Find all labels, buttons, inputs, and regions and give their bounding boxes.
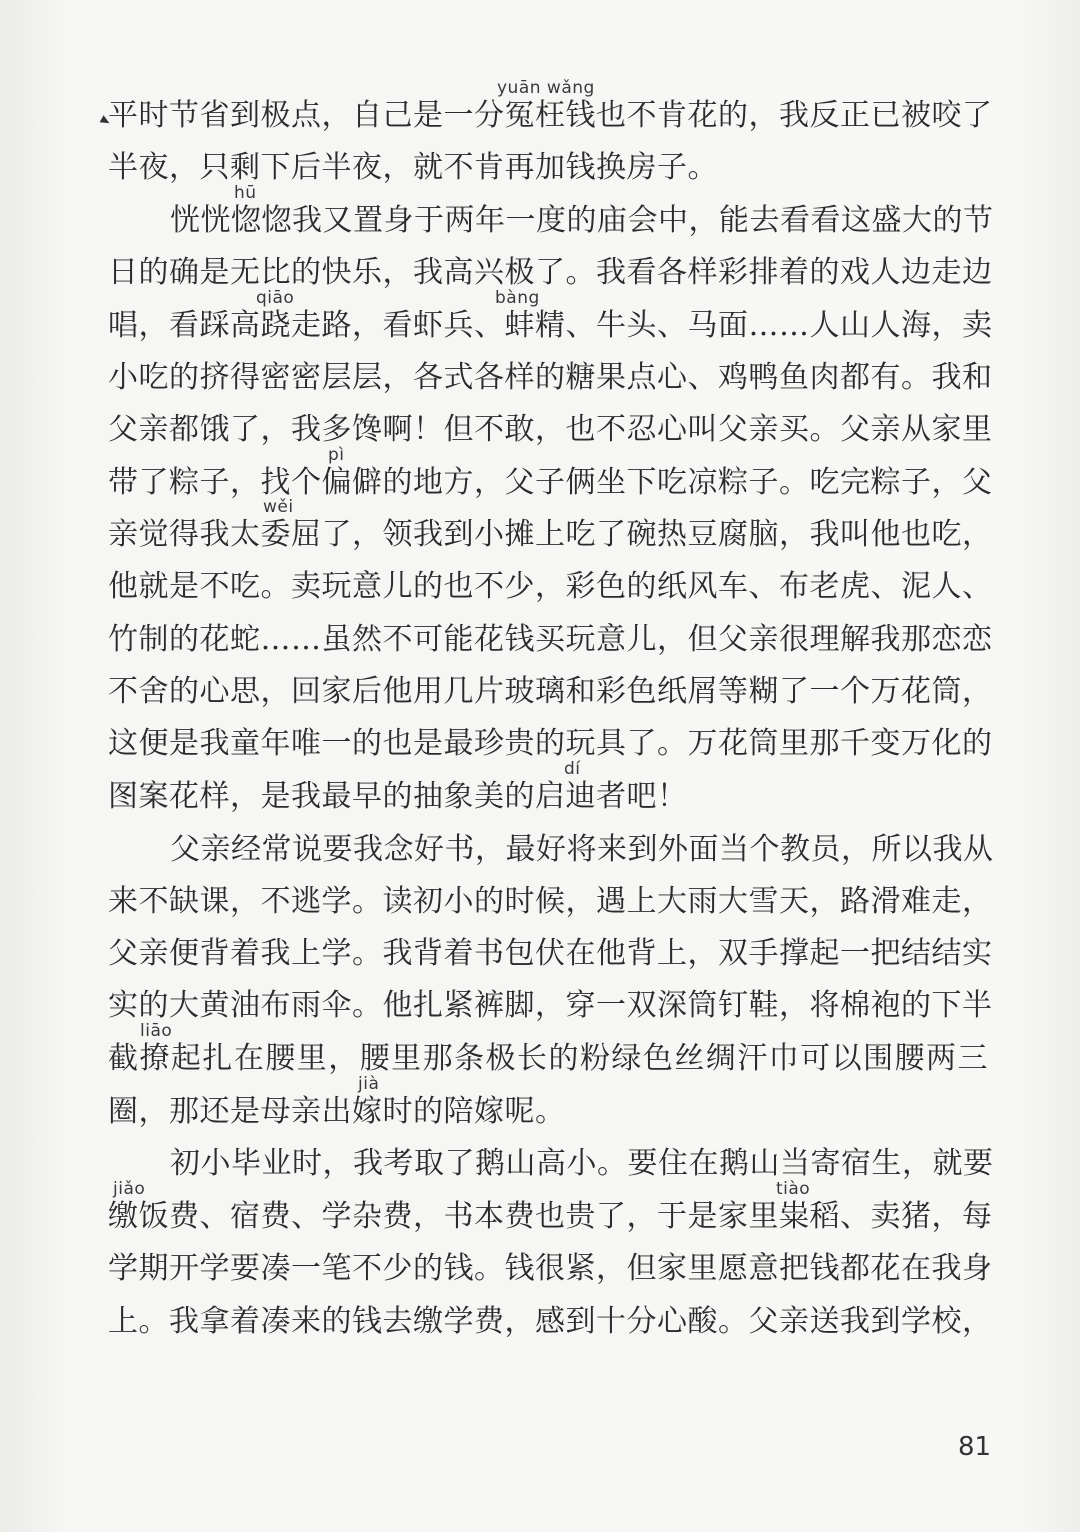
pinyin-pi: pì (328, 445, 345, 465)
text-line: 父亲经常说要我念好书，最好将来到外面当个教员，所以我从 (170, 832, 994, 867)
text-line: 平时节省到极点，自己是一分冤枉钱也不肯花的，我反正已被咬了 (108, 98, 993, 133)
text-line: 日的确是无比的快乐，我高兴极了。我看各样彩排着的戏人边走边 (108, 255, 993, 290)
pinyin-tiao: tiào (776, 1179, 811, 1199)
pinyin-bang: bàng (495, 288, 540, 308)
pinyin-yuanwang: yuān wǎng (497, 78, 595, 98)
pinyin-jia: jià (358, 1074, 380, 1094)
text-line: 来不缺课，不逃学。读初小的时候，遇上大雨大雪天，路滑难走， (108, 884, 993, 919)
page-number: 81 (958, 1432, 992, 1462)
text-line: 小吃的挤得密密层层，各式各样的糖果点心、鸡鸭鱼肉都有。我和 (108, 360, 993, 395)
text-line: 圈，那还是母亲出嫁时的陪嫁呢。 (108, 1094, 566, 1129)
pinyin-qiao: qiāo (256, 288, 295, 308)
text-line: 这便是我童年唯一的也是最珍贵的玩具了。万花筒里那千变万化的 (108, 726, 993, 761)
text-line: 学期开学要凑一笔不少的钱。钱很紧，但家里愿意把钱都花在我身 (108, 1251, 993, 1286)
text-line: 父亲便背着我上学。我背着书包伏在他背上，双手撑起一把结结实 (108, 936, 993, 971)
text-line: 半夜，只剩下后半夜，就不肯再加钱换房子。 (108, 150, 718, 185)
pinyin-liao: liāo (140, 1021, 173, 1041)
text-line: 缴饭费、宿费、学杂费，书本费也贵了，于是家里粜稻、卖猪，每 (108, 1199, 993, 1234)
text-line: 亲觉得我太委屈了，领我到小摊上吃了碗热豆腐脑，我叫他也吃， (108, 517, 993, 552)
text-line: 图案花样，是我最早的抽象美的启迪者吧！ (108, 779, 688, 814)
pinyin-di: dí (564, 759, 581, 779)
text-line: 他就是不吃。卖玩意儿的也不少，彩色的纸风车、布老虎、泥人、 (108, 569, 993, 604)
pinyin-jiao: jiǎo (113, 1179, 146, 1199)
text-line: 实的大黄油布雨伞。他扎紧裤脚，穿一双深筒钉鞋，将棉袍的下半 (108, 988, 993, 1023)
text-line: 带了粽子，找个偏僻的地方，父子俩坐下吃凉粽子。吃完粽子，父 (108, 465, 993, 500)
pinyin-hu: hū (234, 183, 257, 203)
text-line: 父亲都饿了，我多馋啊！但不敢，也不忍心叫父亲买。父亲从家里 (108, 412, 993, 447)
text-line: 上。我拿着凑来的钱去缴学费，感到十分心酸。父亲送我到学校， (108, 1304, 993, 1339)
text-line: 竹制的花蛇……虽然不可能花钱买玩意儿，但父亲很理解我那恋恋 (108, 622, 993, 657)
text-line: 不舍的心思，回家后他用几片玻璃和彩色纸屑等糊了一个万花筒， (108, 674, 993, 709)
text-line: 恍恍惚惚我又置身于两年一度的庙会中，能去看看这盛大的节 (170, 203, 994, 238)
text-line: 截撩起扎在腰里，腰里那条极长的粉绿色丝绸汗巾可以围腰两三 (108, 1041, 988, 1076)
pinyin-wei: wěi (263, 497, 294, 517)
text-line: 唱，看踩高跷走路，看虾兵、蚌精、牛头、马面……人山人海，卖 (108, 308, 993, 343)
text-line: 初小毕业时，我考取了鹅山高小。要住在鹅山当寄宿生，就要 (170, 1146, 994, 1181)
